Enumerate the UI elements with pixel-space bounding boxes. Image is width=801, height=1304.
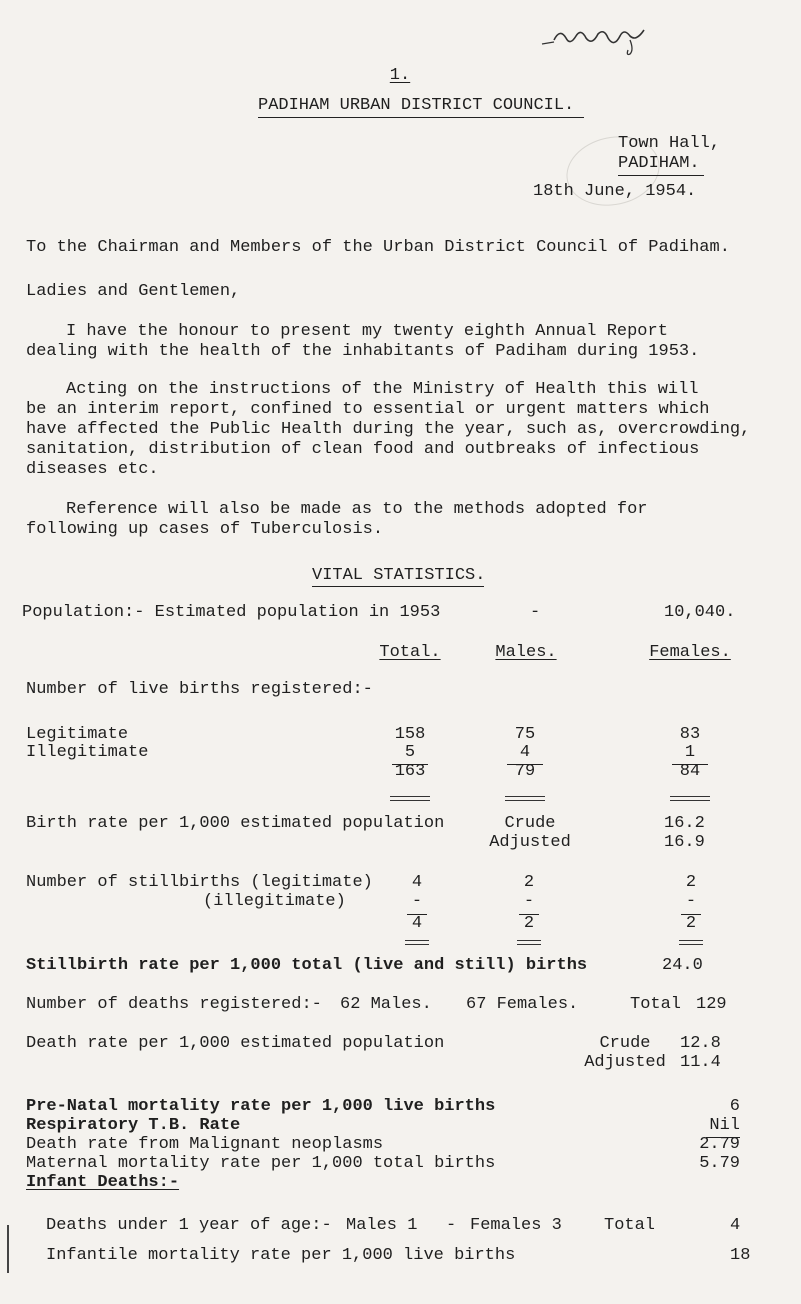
column-females: Females. (649, 643, 731, 662)
pre-natal-label: Pre-Natal mortality rate per 1,000 live births (26, 1097, 496, 1116)
stillbirths-illegit-males: - (523, 892, 535, 911)
paragraph-3-line-2: following up cases of Tuberculosis. (26, 520, 384, 539)
paragraph-1-line-2: dealing with the health of the inhabitants of Padiham during 1953. (26, 342, 700, 361)
birth-rate-adjusted: 16.9 (664, 833, 705, 852)
birth-rate-label: Birth rate per 1,000 estimated population (26, 814, 445, 833)
population-label: Population:- Estimated population in 1953 (22, 603, 441, 622)
infant-deaths-total-label: Total (604, 1216, 656, 1235)
council-name: PADIHAM URBAN DISTRICT COUNCIL. (258, 96, 575, 115)
deaths-total-label: Total (630, 995, 682, 1014)
death-rate-crude: 12.8 (680, 1034, 721, 1053)
respiratory-tb-label: Respiratory T.B. Rate (26, 1116, 241, 1135)
stillbirths-legit-total: 4 (411, 873, 423, 892)
deaths-label: Number of deaths registered:- (26, 995, 322, 1014)
population-value: 10,040. (664, 603, 736, 622)
stillbirth-rate-value: 24.0 (662, 956, 703, 975)
birth-rate-crude: 16.2 (664, 814, 705, 833)
population-dash: - (530, 603, 541, 622)
page-edge-mark (7, 1225, 9, 1273)
paragraph-2-line-3: have affected the Public Health during the year, such as, overcrowding, (26, 420, 751, 439)
still-double-rule-total (405, 940, 429, 945)
legitimate-label: Legitimate (26, 725, 129, 744)
stillbirths-label: Number of stillbirths (legitimate) (26, 873, 373, 892)
address-line-2: PADIHAM. (618, 154, 700, 173)
live-births-females: 84 (679, 762, 701, 781)
infant-mortality-value: 18 (730, 1246, 751, 1265)
double-rule-total (390, 796, 430, 801)
legitimate-females: 83 (679, 725, 701, 744)
council-underline (258, 117, 584, 118)
infant-mortality-label: Infantile mortality rate per 1,000 live births (46, 1246, 516, 1265)
signature-mark (540, 22, 670, 56)
deaths-total: 129 (696, 995, 727, 1014)
illegitimate-total: 5 (404, 743, 416, 762)
maternal-value: 5.79 (699, 1154, 740, 1173)
illegitimate-label: Illegitimate (26, 743, 149, 762)
birth-rate-adjusted-label: Adjusted (489, 833, 571, 852)
illegitimate-females: 1 (684, 743, 696, 762)
stillbirths-sum-males: 2 (523, 914, 535, 933)
infant-deaths-males: Males 1 (346, 1216, 418, 1235)
legitimate-males: 75 (514, 725, 536, 744)
stillbirths-label-2: (illegitimate) (203, 892, 346, 911)
paragraph-1-line-1: I have the honour to present my twenty eighth Annual Report (66, 322, 668, 341)
malignant-value: 2.79 (699, 1135, 740, 1154)
vital-statistics-underline (312, 586, 484, 587)
respiratory-tb-value: Nil (709, 1116, 740, 1135)
stillbirths-legit-females: 2 (685, 873, 697, 892)
infant-deaths-dash: - (446, 1216, 457, 1235)
live-births-label: Number of live births registered:- (26, 680, 373, 699)
death-rate-label: Death rate per 1,000 estimated population (26, 1034, 445, 1053)
maternal-label: Maternal mortality rate per 1,000 total births (26, 1154, 496, 1173)
double-rule-females (670, 796, 710, 801)
address-underline (618, 175, 704, 176)
stillbirths-illegit-females: - (685, 892, 697, 911)
legitimate-total: 158 (394, 725, 426, 744)
infant-deaths-females: Females 3 (470, 1216, 562, 1235)
death-rate-adjusted: 11.4 (680, 1053, 721, 1072)
salutation-to: To the Chairman and Members of the Urban District Council of Padiham. (26, 238, 730, 257)
page-number: 1. (389, 66, 411, 85)
infant-deaths-label: Deaths under 1 year of age:- (46, 1216, 332, 1235)
double-rule-males (505, 796, 545, 801)
still-double-rule-males (517, 940, 541, 945)
malignant-label: Death rate from Malignant neoplasms (26, 1135, 384, 1154)
still-double-rule-females (679, 940, 703, 945)
stillbirths-illegit-total: - (411, 892, 423, 911)
live-births-males: 79 (514, 762, 536, 781)
infant-deaths-total: 4 (730, 1216, 741, 1235)
paragraph-3-line-1: Reference will also be made as to the methods adopted for (66, 500, 648, 519)
stillbirths-sum-total: 4 (411, 914, 423, 933)
handwritten-signature (520, 2, 670, 63)
stillbirths-sum-females: 2 (685, 914, 697, 933)
live-births-total: 163 (394, 762, 426, 781)
deaths-females: 67 Females. (466, 995, 579, 1014)
column-males: Males. (495, 643, 557, 662)
column-total: Total. (379, 643, 441, 662)
paragraph-2-line-2: be an interim report, confined to essential or urgent matters which (26, 400, 710, 419)
stillbirth-rate-label: Stillbirth rate per 1,000 total (live and still) births (26, 956, 588, 975)
paragraph-2-line-4: sanitation, distribution of clean food and outbreaks of infectious (26, 440, 700, 459)
death-rate-crude-label: Crude (599, 1034, 651, 1053)
salutation: Ladies and Gentlemen, (26, 282, 241, 301)
birth-rate-crude-label: Crude (504, 814, 556, 833)
vital-statistics-heading: VITAL STATISTICS. (312, 566, 486, 585)
address-line-1: Town Hall, (618, 134, 721, 153)
death-rate-adjusted-label: Adjusted (584, 1053, 666, 1072)
deaths-males: 62 Males. (340, 995, 432, 1014)
stillbirths-legit-males: 2 (523, 873, 535, 892)
pre-natal-value: 6 (729, 1097, 740, 1116)
infant-deaths-heading: Infant Deaths:- (26, 1173, 180, 1192)
paragraph-2-line-1: Acting on the instructions of the Ministry of Health this will (66, 380, 699, 399)
paragraph-2-line-5: diseases etc. (26, 460, 159, 479)
illegitimate-males: 4 (519, 743, 531, 762)
letter-date: 18th June, 1954. (533, 182, 697, 201)
